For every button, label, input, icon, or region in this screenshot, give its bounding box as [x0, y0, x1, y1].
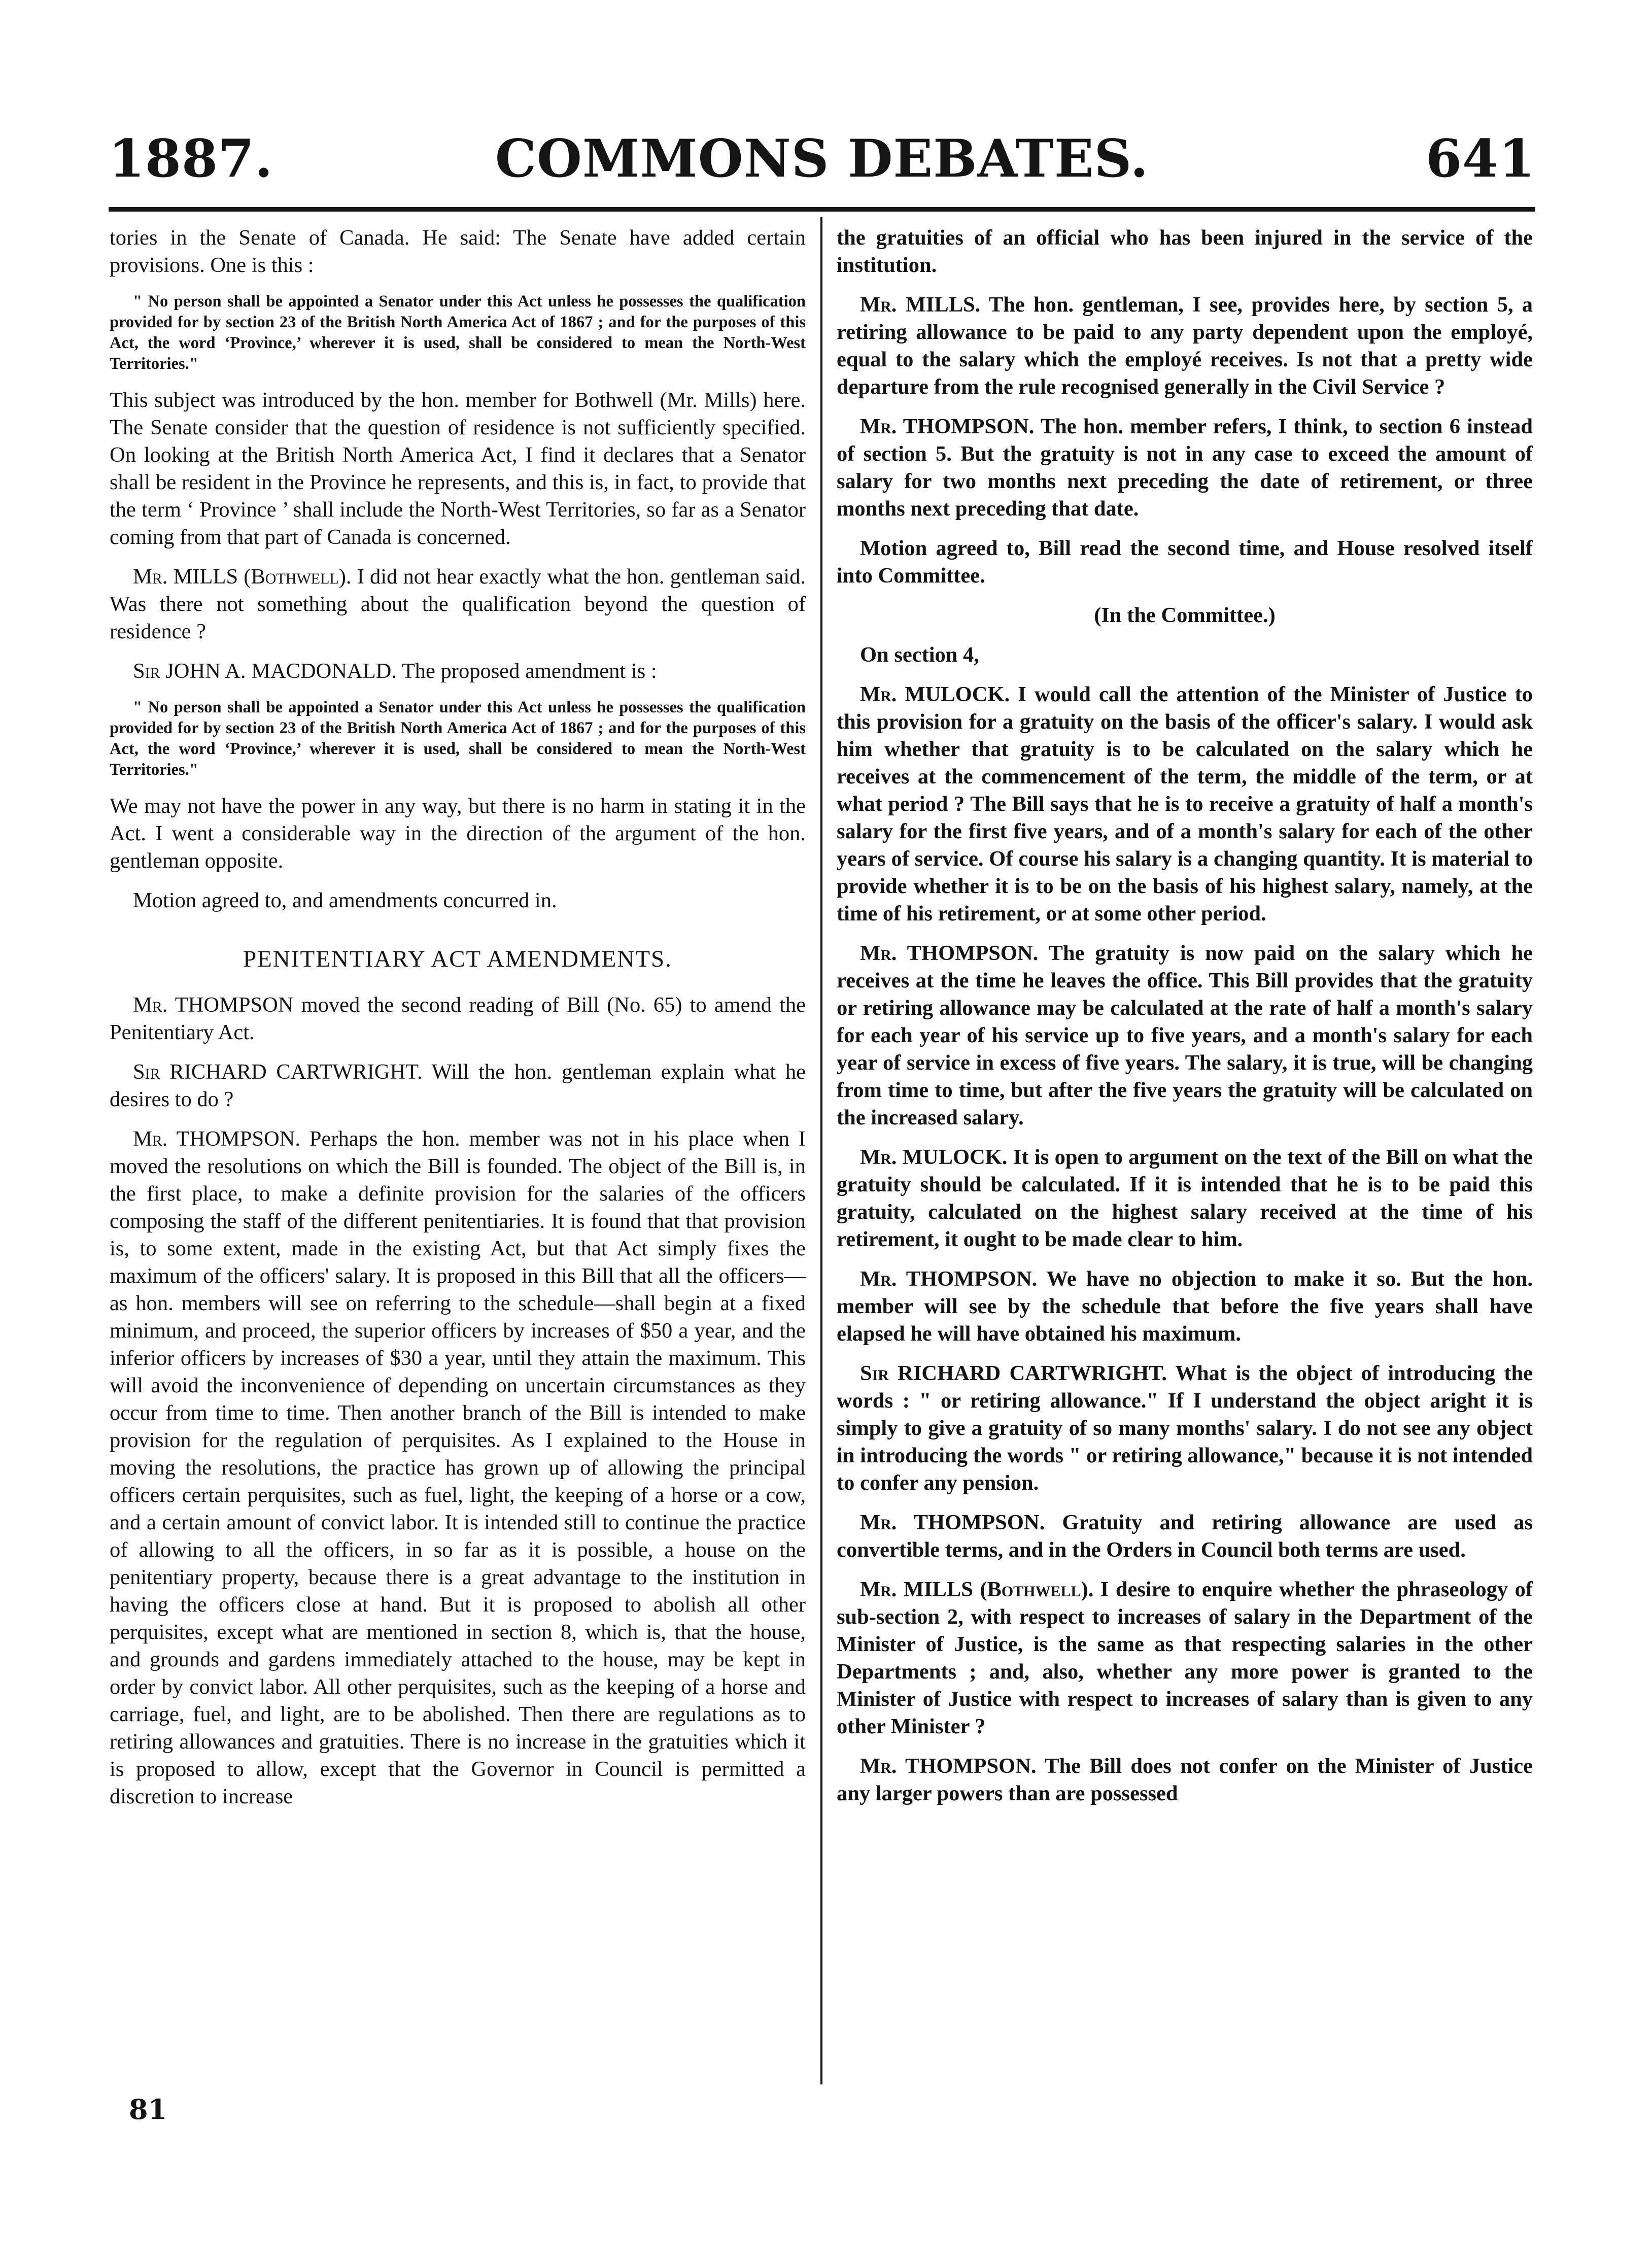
speaker-name: Mr. THOMPSON. [133, 1127, 300, 1151]
speech-text: The proposed amendment is : [396, 659, 657, 683]
paragraph: This subject was introduced by the hon. member for Bothwell (Mr. Mills) here. The Senate consider that the question of residence is not sufficiently specified. On looking at the British North America Act, I find it declares that a Senator shall be resident in the Province he represents, and this is, in fact, to provide that the term ‘ Province ’ shall include the North-West Territories, so far as a Senator coming from that part of Canada is concerned. [110, 388, 806, 549]
speaker-name: Mr. THOMPSON. [860, 1754, 1037, 1778]
speech-text: The gratuity is now paid on the salary which he receives at the time he leaves the office. This Bill provides that the gratuity or retiring allowance may be calculated at the rate of half a month's salary for each year of his service up to five years, and a month's salary for each year of service in excess of five years. The salary, it is true, will be changing from time to time, but after the five years the gratuity will be calculated on the increased salary. [837, 941, 1533, 1129]
right-column [837, 224, 1533, 1820]
header-rule [109, 207, 1535, 212]
speech-paragraph [837, 681, 1533, 928]
speaker-name: Mr. MULOCK. [860, 682, 1010, 706]
speech-paragraph [837, 291, 1533, 401]
speech-text: The hon. gentleman, I see, provides here, by section 5, a retiring allowance to be paid to any party dependent upon the employé, equal to the salary which the employé receives. Is not that a pretty wide departure from the rule recognised generally in the Civil Service ? [837, 293, 1533, 399]
speech-text: It is open to argument on the text of the Bill on what the gratuity should be calculated. If it is intended that he is to be paid this gratuity, calculated on the highest salary received at the time of his retirement, it ought to be made clear to him. [837, 1145, 1533, 1251]
speaker-name: Mr. THOMPSON. [860, 1511, 1045, 1534]
speech-text: I desire to enquire whether the phraseology of sub-section 2, with respect to increases of salary in the Department of the Minister of Justice, is the same as that respecting salaries in the other Departments ; and, also, whether any more power is granted to the Minister of Justice with respect to increases of salary than is given to any other Minister ? [837, 1578, 1533, 1738]
committee-heading: (In the Committee.) [1094, 603, 1276, 627]
header-page-number: 641 [1426, 128, 1535, 189]
speech-text: The hon. member refers, I think, to section 6 instead of section 5. But the gratuity is not in any case to exceed the amount of salary for two months next preceding the date of retirement, or three months next preceding that date. [837, 415, 1533, 521]
speech-paragraph [110, 658, 806, 685]
speech-text: I would call the attention of the Minister of Justice to this provision for a gratuity on the basis of the officer's salary. I would ask him whether that gratuity is to be calculated on the salary which he receives at the commencement of the term, the middle of the term, or at what period ? The Bill says that he is to receive a gratuity of half a month's salary for the first five years, and of a month's salary for each of the other years of service. Of course his salary is a changing quantity. It is material to provide whether it is to be on the basis of his highest salary, namely, at the time of his retirement, or at some other period. [837, 682, 1533, 926]
speech-paragraph [837, 1265, 1533, 1348]
speech-paragraph [837, 1753, 1533, 1807]
signature-mark: 81 [129, 2093, 167, 2126]
section-heading: PENITENTIARY ACT AMENDMENTS. [243, 946, 672, 972]
speech-paragraph [110, 563, 806, 645]
speech-paragraph [110, 991, 806, 1046]
speaker-name: Mr. THOMPSON. [860, 415, 1035, 438]
speech-text: Will the hon. gentleman explain what he desires to do ? [110, 1060, 806, 1111]
speech-text: I did not hear exactly what the hon. gentleman said. Was there not something about the qualification beyond the question of residence ? [110, 565, 806, 643]
speech-paragraph [837, 1509, 1533, 1564]
quotation: " No person shall be appointed a Senator under this Act unless he possesses the qualification provided for by section 23 of the British North America Act of 1867 ; and for the purposes of this Act, the word ‘Province,’ wherever it is used, shall be considered to mean the North-West Territories." [110, 292, 806, 373]
speaker-name: Mr. THOMPSON. [860, 1267, 1038, 1291]
speech-paragraph [837, 1144, 1533, 1253]
speech-text: moved the second reading of Bill (No. 65) to amend the Penitentiary Act. [110, 993, 806, 1044]
speaker-name: Mr. MULOCK. [860, 1145, 1008, 1169]
speaker-name: Mr. MILLS (Bothwell). [133, 565, 352, 589]
speech-paragraph [837, 1360, 1533, 1497]
speaker-name: Sir RICHARD CARTWRIGHT. [133, 1060, 423, 1084]
paragraph: Motion agreed to, Bill read the second time, and House resolved itself into Committee. [837, 536, 1533, 588]
speech-text: We have no objection to make it so. But the hon. member will see by the schedule that before the five years shall have elapsed he will have obtained his maximum. [837, 1267, 1533, 1346]
speech-paragraph [837, 1576, 1533, 1740]
header-title: COMMONS DEBATES. [495, 128, 1149, 189]
speech-text: Gratuity and retiring allowance are used as convertible terms, and in the Orders in Council both terms are used. [837, 1511, 1533, 1562]
running-head [109, 121, 1535, 197]
paragraph: Motion agreed to, and amendments concurred in. [133, 888, 557, 912]
paragraph: the gratuities of an official who has been injured in the service of the institution. [837, 226, 1533, 277]
speaker-name: Mr. THOMPSON. [860, 941, 1039, 965]
speaker-name: Mr. THOMPSON [133, 993, 294, 1017]
speech-paragraph [110, 1058, 806, 1113]
column-divider [820, 217, 822, 2084]
speech-text: The Bill does not confer on the Minister of Justice any larger powers than are possessed [837, 1754, 1533, 1805]
speaker-name: Sir RICHARD CARTWRIGHT. [860, 1361, 1167, 1385]
left-column [110, 224, 806, 1823]
speech-text: Perhaps the hon. member was not in his place when I moved the resolutions on which the Bill is founded. The object of the Bill is, in the first place, to make a definite provision for the salaries of the officers composing the staff of the different penitentiaries. It is found that that provision is, to some extent, made in the existing Act, but that Act simply fixes the maximum of the officers' salary. It is proposed in this Bill that all the officers—as hon. members will see on referring to the schedule—shall begin at a fixed minimum, and proceed, the superior officers by increases of $50 a year, and the inferior officers by increases of $30 a year, until they attain the maximum. This will avoid the inconvenience of depending on uncertain circumstances as they occur from time to time. Then another branch of the Bill is intended to make provision for the regulation of perquisites. As I explained to the House in moving the resolutions, the practice has grown up of allowing the principal officers certain perquisites, such as fuel, light, the keeping of a horse or a cow, and a certain amount of convict labor. It is intended still to continue the practice of allowing to all the officers, in so far as it is possible, a house on the penitentiary property, because there is a great advantage to the institution in having the officers close at hand. But it is proposed to abolish all other perquisites, except what are mentioned in section 8, which is, that the house, and grounds and gardens immediately attached to the house, may be kept in order by convict labor. All other perquisites, such as the keeping of a horse and carriage, fuel, and light, are to be abolished. Then there are regulations as to retiring allowances and gratuities. There is no increase in the gratuities which it is proposed to allow, except that the Governor in Council is permitted a discretion to increase [110, 1127, 806, 1808]
speech-paragraph [110, 1125, 806, 1810]
speech-paragraph [837, 413, 1533, 523]
speaker-name: Sir JOHN A. MACDONALD. [133, 659, 397, 683]
paragraph: On section 4, [860, 643, 979, 667]
quotation: " No person shall be appointed a Senator under this Act unless he possesses the qualification provided for by section 23 of the British North America Act of 1867 ; and for the purposes of this Act, the word ‘Province,’ wherever it is used, shall be considered to mean the North-West Territories." [110, 698, 806, 779]
speaker-name: Mr. MILLS. [860, 293, 981, 317]
paragraph: We may not have the power in any way, but there is no harm in stating it in the Act. I went a considerable way in the direction of the argument of the hon. gentleman opposite. [110, 794, 806, 873]
paragraph: tories in the Senate of Canada. He said: The Senate have added certain provisions. One is this : [110, 226, 806, 277]
speaker-name: Mr. MILLS (Bothwell). [860, 1578, 1094, 1601]
speech-paragraph [837, 940, 1533, 1132]
header-year: 1887. [109, 128, 273, 189]
speech-text: What is the object of introducing the words : " or retiring allowance." If I understand the object aright it is simply to give a gratuity of so many months' salary. I do not see any object in introducing the words " or retiring allowance," because it is not intended to confer any pension. [837, 1361, 1533, 1495]
